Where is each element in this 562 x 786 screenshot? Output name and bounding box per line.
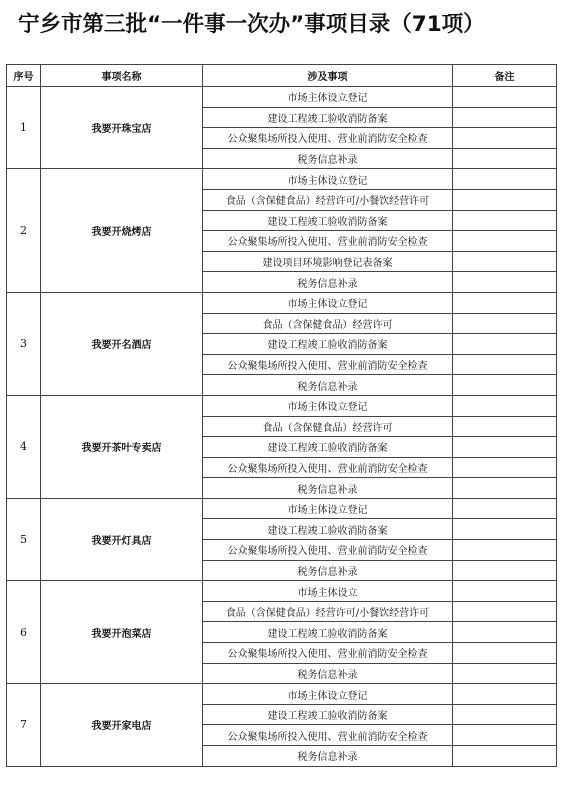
row-index: 6 xyxy=(7,581,41,684)
row-note xyxy=(453,498,557,519)
row-item: 建设项目环境影响登记表备案 xyxy=(203,251,453,272)
row-note xyxy=(453,416,557,437)
row-item: 税务信息补录 xyxy=(203,272,453,293)
header-note: 备注 xyxy=(453,65,557,87)
row-item: 食品（含保健食品）经营许可/小餐饮经营许可 xyxy=(203,189,453,210)
row-note xyxy=(453,148,557,169)
table-row xyxy=(7,395,557,416)
page-title: 宁乡市第三批“一件事一次办”事项目录（71项） xyxy=(18,12,485,37)
row-item: 建设工程竣工验收消防备案 xyxy=(203,210,453,231)
table-row xyxy=(7,292,557,313)
row-item: 税务信息补录 xyxy=(203,478,453,499)
row-item: 食品（含保健食品）经营许可 xyxy=(203,313,453,334)
row-note xyxy=(453,375,557,396)
row-name: 我要开烧烤店 xyxy=(41,169,203,293)
row-note xyxy=(453,395,557,416)
row-index: 2 xyxy=(7,169,41,293)
row-item: 食品（含保健食品）经营许可/小餐饮经营许可 xyxy=(203,601,453,622)
row-index: 7 xyxy=(7,684,41,766)
row-note xyxy=(453,457,557,478)
row-item: 建设工程竣工验收消防备案 xyxy=(203,334,453,355)
row-item: 市场主体设立登记 xyxy=(203,292,453,313)
row-item: 建设工程竣工验收消防备案 xyxy=(203,704,453,725)
row-note xyxy=(453,128,557,149)
row-item: 建设工程竣工验收消防备案 xyxy=(203,437,453,458)
row-index: 4 xyxy=(7,395,41,498)
row-item: 税务信息补录 xyxy=(203,375,453,396)
row-name: 我要开家电店 xyxy=(41,684,203,766)
row-name: 我要开灯具店 xyxy=(41,498,203,580)
row-note xyxy=(453,746,557,767)
row-item: 公众聚集场所投入使用、营业前消防安全检查 xyxy=(203,231,453,252)
row-item: 市场主体设立登记 xyxy=(203,169,453,190)
header-name: 事项名称 xyxy=(41,65,203,87)
row-item: 公众聚集场所投入使用、营业前消防安全检查 xyxy=(203,354,453,375)
row-item: 公众聚集场所投入使用、营业前消防安全检查 xyxy=(203,540,453,561)
row-name: 我要开名酒店 xyxy=(41,292,203,395)
row-index: 5 xyxy=(7,498,41,580)
row-note xyxy=(453,622,557,643)
row-note xyxy=(453,643,557,664)
row-note xyxy=(453,87,557,108)
header-index: 序号 xyxy=(7,65,41,87)
row-name: 我要开茶叶专卖店 xyxy=(41,395,203,498)
row-note xyxy=(453,560,557,581)
row-item: 市场主体设立登记 xyxy=(203,87,453,108)
row-item: 建设工程竣工验收消防备案 xyxy=(203,519,453,540)
row-note xyxy=(453,581,557,602)
row-item: 公众聚集场所投入使用、营业前消防安全检查 xyxy=(203,128,453,149)
table-row xyxy=(7,87,557,108)
table-row xyxy=(7,581,557,602)
row-item: 公众聚集场所投入使用、营业前消防安全检查 xyxy=(203,643,453,664)
row-note xyxy=(453,684,557,705)
table-row xyxy=(7,498,557,519)
row-item: 公众聚集场所投入使用、营业前消防安全检查 xyxy=(203,457,453,478)
row-item: 税务信息补录 xyxy=(203,746,453,767)
row-note xyxy=(453,251,557,272)
row-item: 税务信息补录 xyxy=(203,560,453,581)
row-item: 市场主体设立登记 xyxy=(203,395,453,416)
row-note xyxy=(453,704,557,725)
table-row xyxy=(7,684,557,705)
row-note xyxy=(453,334,557,355)
row-note xyxy=(453,189,557,210)
row-item: 公众聚集场所投入使用、营业前消防安全检查 xyxy=(203,725,453,746)
row-index: 3 xyxy=(7,292,41,395)
row-item: 建设工程竣工验收消防备案 xyxy=(203,107,453,128)
row-note xyxy=(453,169,557,190)
row-note xyxy=(453,663,557,684)
row-item: 市场主体设立 xyxy=(203,581,453,602)
row-note xyxy=(453,725,557,746)
row-note xyxy=(453,313,557,334)
table-row xyxy=(7,169,557,190)
row-note xyxy=(453,107,557,128)
row-item: 税务信息补录 xyxy=(203,148,453,169)
row-note xyxy=(453,437,557,458)
row-item: 食品（含保健食品）经营许可 xyxy=(203,416,453,437)
row-note xyxy=(453,601,557,622)
header-items: 涉及事项 xyxy=(203,65,453,87)
table-body xyxy=(7,87,557,767)
row-note xyxy=(453,519,557,540)
row-note xyxy=(453,478,557,499)
items-table xyxy=(6,64,557,767)
row-name: 我要开珠宝店 xyxy=(41,87,203,169)
row-note xyxy=(453,272,557,293)
row-item: 市场主体设立登记 xyxy=(203,498,453,519)
row-note xyxy=(453,540,557,561)
row-note xyxy=(453,292,557,313)
row-item: 税务信息补录 xyxy=(203,663,453,684)
table-header-row xyxy=(7,65,557,87)
row-item: 市场主体设立登记 xyxy=(203,684,453,705)
row-note xyxy=(453,354,557,375)
row-note xyxy=(453,210,557,231)
row-note xyxy=(453,231,557,252)
row-name: 我要开泡菜店 xyxy=(41,581,203,684)
row-item: 建设工程竣工验收消防备案 xyxy=(203,622,453,643)
row-index: 1 xyxy=(7,87,41,169)
